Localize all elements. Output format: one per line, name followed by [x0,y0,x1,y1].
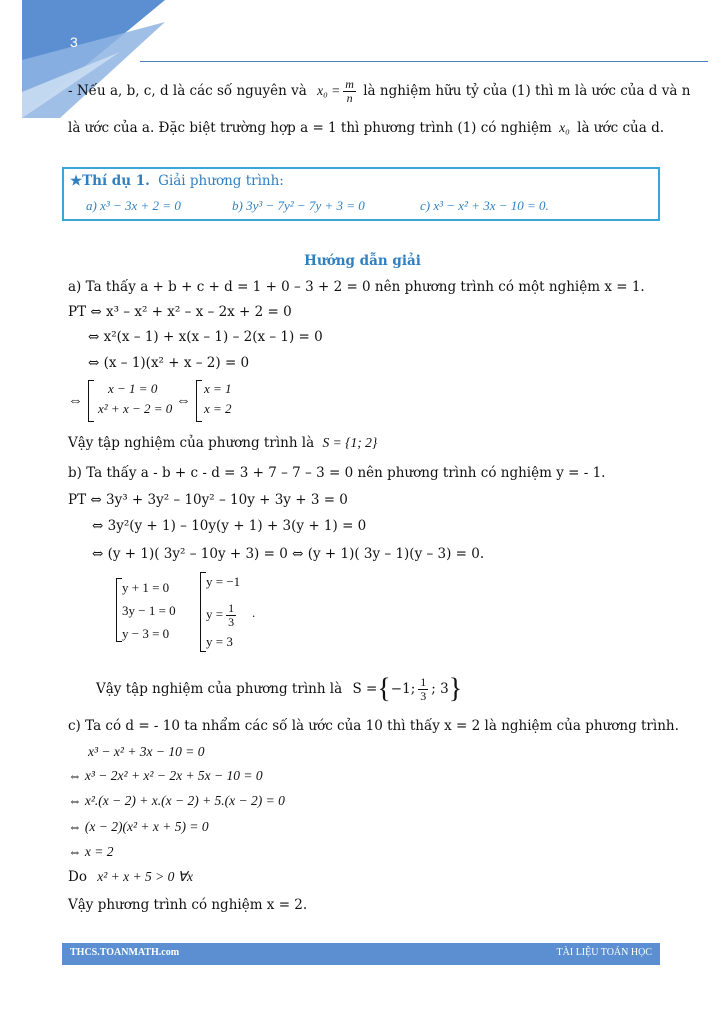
x0-symbol: x₀ = [317,83,341,98]
header-rule [140,61,708,62]
part-b-step-3: ⇔ (y + 1)( 3y² – 10y + 3) = 0 ⇔ (y + 1)( 3y – 1)(y – 3) = 0. [92,546,485,562]
y-one-third: y = $\frac{1}{3}$ [206,601,235,629]
page-number: 3 [70,34,78,50]
part-b-step-1: PT ⇔ 3y³ + 3y² – 10y² – 10y + 3y + 3 = 0 [68,492,348,508]
part-c-step-5: ⇔ x = 2 [68,844,114,859]
part-c-step-4: ⇔ (x − 2)(x² + x + 5) = 0 [68,819,209,834]
footer-site-link[interactable]: THCS.TOANMATH.com [70,947,180,958]
part-b-conclusion: Vậy tập nghiệm của phương trình là S ={−1; $\frac{1}{3}$ ; 3} [96,673,463,705]
part-c-step-1: x³ − x² + 3x − 10 = 0 [88,744,205,759]
part-c-conclusion: Vậy phương trình có nghiệm x = 2. [68,897,308,913]
intro-text: là nghiệm hữu tỷ của (1) thì m là ước của d và n [363,83,691,99]
part-b-intro: b) Ta thấy a - b + c - d = 3 + 7 – 7 – 3 = 0 nên phương trình có nghiệm y = - 1. [68,465,606,481]
part-a-step-2: ⇔ x²(x – 1) + x(x – 1) – 2(x – 1) = 0 [88,329,323,345]
footer-label: TÀI LIỆU TOÁN HỌC [556,947,652,958]
intro-line-1 [68,78,690,105]
example-title: ★Thí dụ 1. Giải phương trình: [70,173,284,189]
example-equation-c: c) x³ − x² + 3x − 10 = 0. [420,198,549,213]
part-a-step-3: ⇔ (x – 1)(x² + x – 2) = 0 [88,355,250,371]
example-box [62,167,660,221]
part-b-step-2: ⇔ 3y²(y + 1) – 10y(y + 1) + 3(y + 1) = 0 [92,518,367,534]
footer-bar [62,943,660,965]
part-c-step-2: ⇔ x³ − 2x² + x² − 2x + 5x − 10 = 0 [68,768,263,783]
part-a-step-1: PT ⇔ x³ – x² + x² – x – 2x + 2 = 0 [68,304,292,320]
part-a-conclusion: Vậy tập nghiệm của phương trình là S = {1; 2} [68,435,378,451]
solution-heading: Hướng dẫn giải [304,253,421,269]
example-equation-a: a) x³ − 3x + 2 = 0 [86,198,181,213]
intro-text: - Nếu a, b, c, d là các số nguyên và [68,83,307,99]
part-c-since: Do x² + x + 5 > 0 ∀x [68,869,193,885]
part-a-intro: a) Ta thấy a + b + c + d = 1 + 0 – 3 + 2 = 0 nên phương trình có một nghiệm x = 1. [68,279,645,295]
part-c-step-3: ⇔ x².(x − 2) + x.(x − 2) + 5.(x − 2) = 0 [68,793,285,808]
intro-line-2: là ước của a. Đặc biệt trường hợp a = 1 thì phương trình (1) có nghiệm x₀ là ước của d. [68,120,665,136]
part-c-intro: c) Ta có d = - 10 ta nhẩm các số là ước của 10 thì thấy x = 2 là nghiệm của phương trình. [68,718,679,734]
example-equation-b: b) 3y³ − 7y² − 7y + 3 = 0 [232,198,365,213]
m-over-n-fraction: $\frac{m}{n}$ [345,77,354,105]
corner-decoration [0,0,170,130]
